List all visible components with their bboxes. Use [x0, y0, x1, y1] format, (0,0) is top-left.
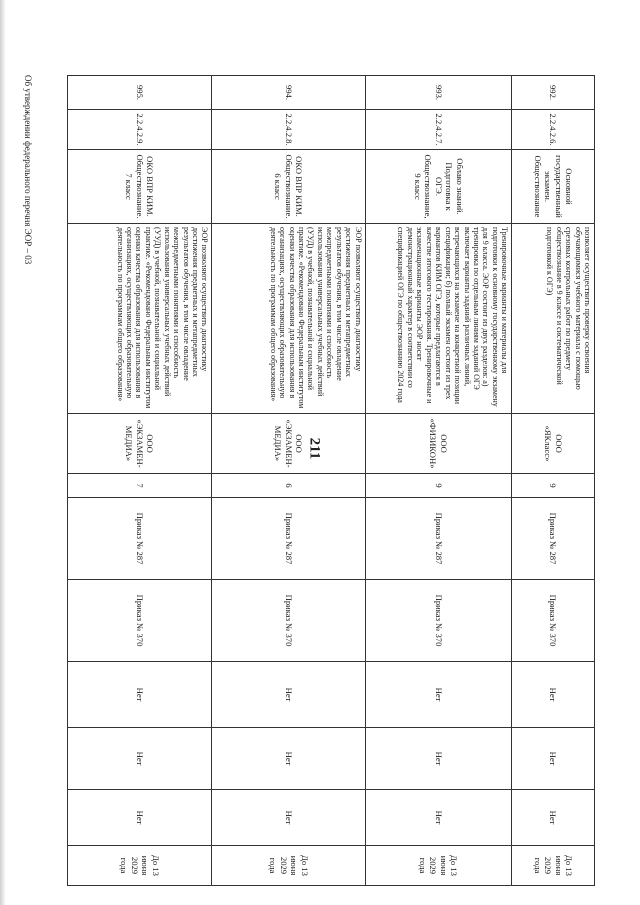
- page-number: 211: [306, 437, 323, 460]
- row-number: 992.: [512, 76, 595, 110]
- value-1: Нет: [212, 662, 365, 728]
- value-1: Нет: [512, 662, 595, 728]
- order-1: Приказ № 287: [365, 498, 512, 580]
- order-1: Приказ № 287: [512, 498, 595, 580]
- order-2: Приказ № 370: [68, 580, 212, 662]
- organization: ООО «ФИЗИКОН»: [365, 414, 512, 474]
- organization: ООО «ЯКласс»: [512, 414, 595, 474]
- resource-description: ЭОР позволяют осуществить диагностику достижения предметных и метапредметных результатов обучения, в том числе овладение межпредметными понятиями и способность использования универсальных учебных действий (УУД) в учебной, познавательной и социальной практике. «Рекомендовано Федеральным институтом оценки качества образования для использования в организациях, осуществляющих образовательную деятельность по программам общего образования»: [68, 224, 212, 414]
- order-1: Приказ № 287: [68, 498, 212, 580]
- row-code: 2.2.4.2.6.: [512, 110, 595, 150]
- table-row: [512, 76, 595, 886]
- organization: ООО «ЭКЗАМЕН-МЕДИА»: [212, 414, 365, 474]
- grade: 9: [365, 474, 512, 498]
- order-2: Приказ № 370: [512, 580, 595, 662]
- row-number: 995.: [68, 76, 212, 110]
- document-table-container: [67, 75, 595, 885]
- order-2: Приказ № 370: [365, 580, 512, 662]
- valid-until: До 13 июня 2029 года: [365, 846, 512, 886]
- resource-name: ОКО ВПР КИМ. Обществознание. 7 класс: [68, 150, 212, 224]
- value-3: Нет: [512, 790, 595, 846]
- grade: 9: [512, 474, 595, 498]
- order-1: Приказ № 287: [212, 498, 365, 580]
- value-2: Нет: [212, 728, 365, 790]
- value-3: Нет: [365, 790, 512, 846]
- row-number: 994.: [212, 76, 365, 110]
- value-2: Нет: [365, 728, 512, 790]
- footer-text: Об утверждении федерального перечня ЭОР – 03: [23, 75, 33, 265]
- value-3: Нет: [212, 790, 365, 846]
- value-1: Нет: [68, 662, 212, 728]
- table-row: [68, 76, 212, 886]
- resource-description: Тренировочные варианты и материалы для подготовки к основному государственному экзамену для 9 класса. ЭОР состоит из двух разделов: а) тренировка по отдельным линиям заданий ОГЭ включает варианты заданий различных линий, встречающихся на экзамене на конкретной позиции спецификации; б) полный экзамен состоит из трех вариантов КИМ ОГЭ, которые предлагаются в качестве итогового тестирования. Тренировочные и экзаменационные варианты ЭОР носят демонстрационный характер в соответствии со спецификацией ОГЭ по обществознанию 2024 года: [365, 224, 512, 414]
- value-3: Нет: [68, 790, 212, 846]
- resource-name: Основной государственный экзамен. Обществознание: [512, 150, 595, 224]
- order-2: Приказ № 370: [212, 580, 365, 662]
- valid-until: До 13 июня 2029 года: [212, 846, 365, 886]
- resource-name: ОКО ВПР КИМ. Обществознание. 6 класс: [212, 150, 365, 224]
- organization: ООО «ЭКЗАМЕН-МЕДИА»: [68, 414, 212, 474]
- valid-until: До 13 июня 2029 года: [512, 846, 595, 886]
- eor-register-table: [67, 75, 595, 886]
- table-row: [365, 76, 512, 886]
- resource-name: Облако знаний. Подготовка к ОГЭ. Обществознание, 9 класс: [365, 150, 512, 224]
- grade: 7: [68, 474, 212, 498]
- grade: 6: [212, 474, 365, 498]
- value-2: Нет: [68, 728, 212, 790]
- resource-description: ЭОР позволяют осуществить диагностику достижения предметных и метапредметных результатов обучения, в том числе овладение межпредметными понятиями и способность использования универсальных учебных действий (УУД) в учебной, познавательной и социальной практике. «Рекомендовано Федеральным институтом оценки качества образования для использования в организациях, осуществляющих образовательную деятельность по программам общего образования»: [212, 224, 365, 414]
- valid-until: До 13 июня 2029 года: [68, 846, 212, 886]
- table-row: [212, 76, 365, 886]
- footer: [24, 75, 38, 885]
- scan-edge: [0, 0, 6, 905]
- row-number: 993.: [365, 76, 512, 110]
- row-code: 2.2.4.2.9.: [68, 110, 212, 150]
- value-2: Нет: [512, 728, 595, 790]
- row-code: 2.2.4.2.8.: [212, 110, 365, 150]
- resource-description: позволяет осуществить проверку освоения обучающимися учебного материала с помощью срезовых контрольных работ по предмету обществознание в 9 классе и систематической подготовкой к ОГЭ): [512, 224, 595, 414]
- row-code: 2.2.4.2.7.: [365, 110, 512, 150]
- value-1: Нет: [365, 662, 512, 728]
